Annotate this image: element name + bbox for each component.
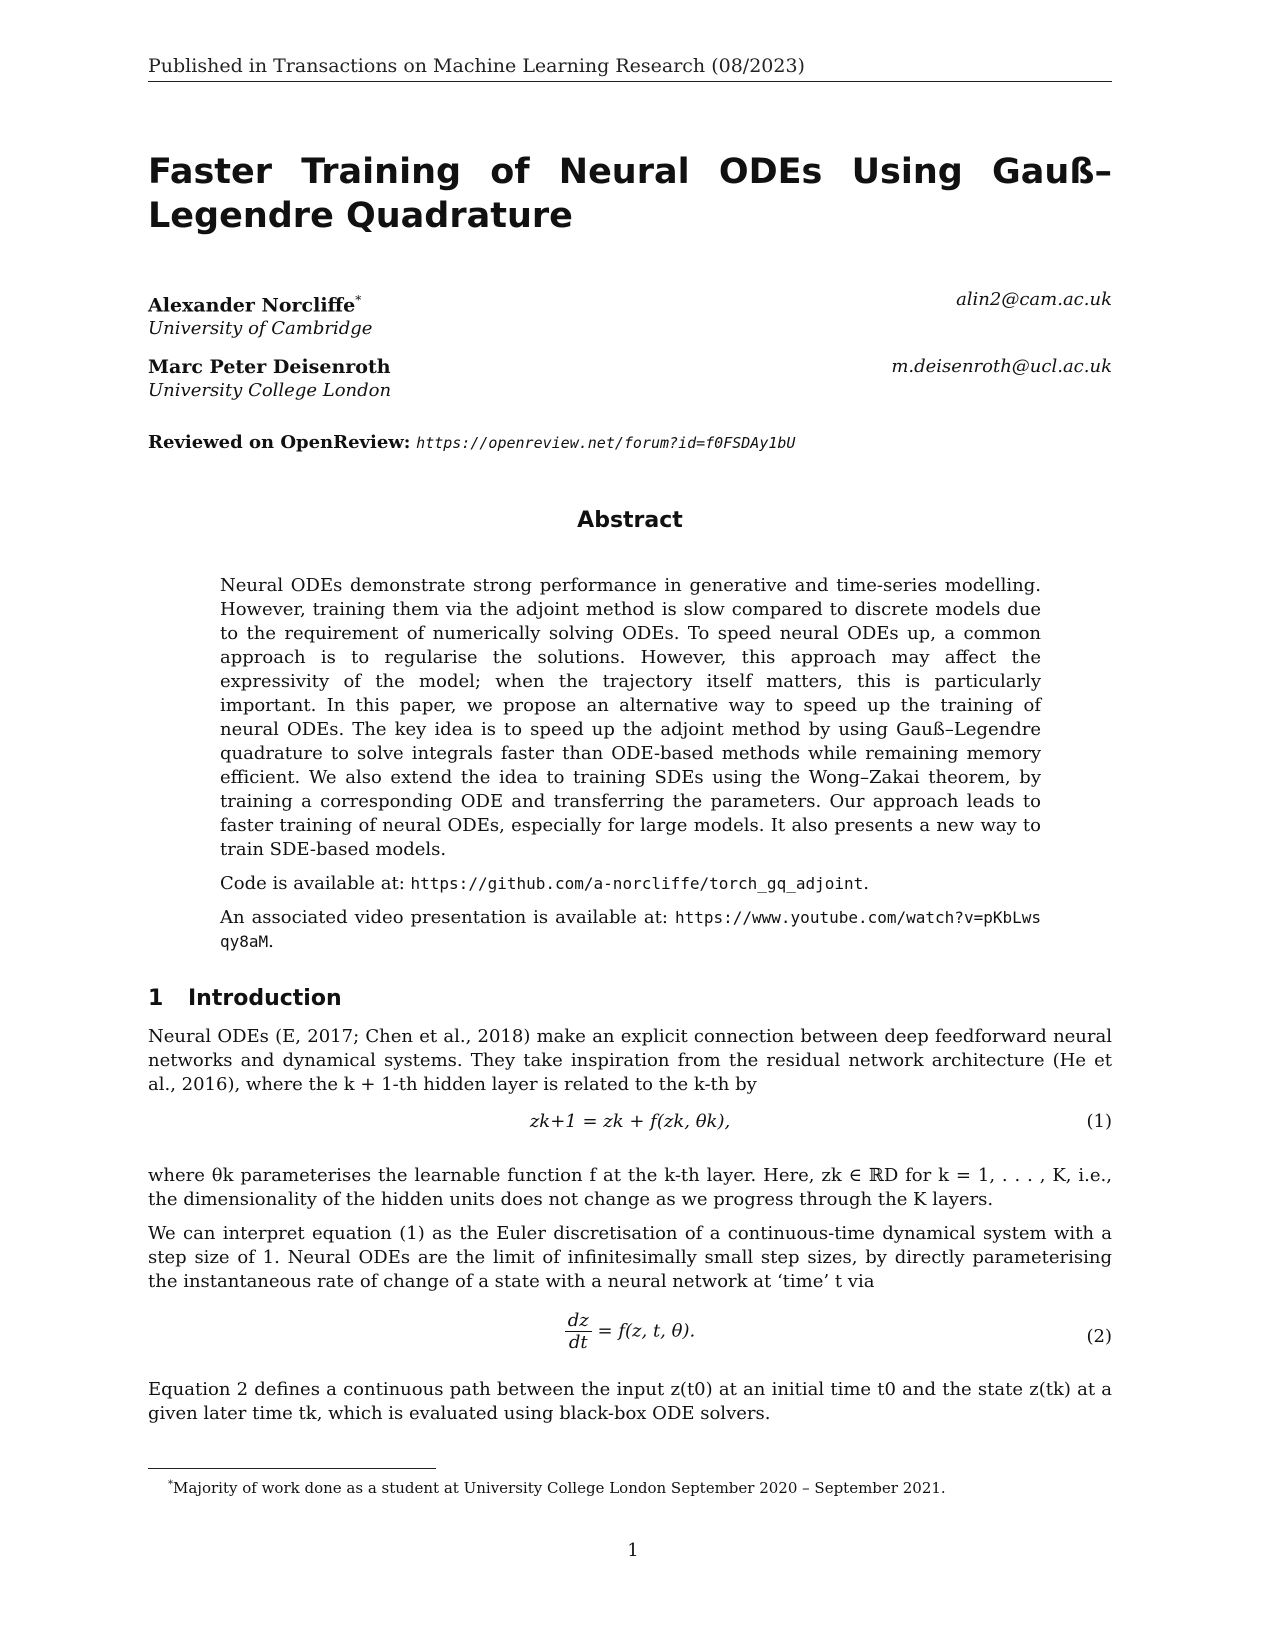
author-block-1 xyxy=(148,288,1112,341)
author-affiliation: University College London xyxy=(148,380,392,401)
video-link[interactable]: https://www.youtube.com/watch?v=pKbLwsqy8aM xyxy=(220,908,1041,951)
code-link[interactable]: https://github.com/a-norcliffe/torch_gq_adjoint xyxy=(410,874,864,893)
author-affiliation: University of Cambridge xyxy=(148,318,373,340)
equation-2 xyxy=(148,1310,1112,1366)
footnote xyxy=(168,1475,1112,1498)
abstract-body xyxy=(220,574,1041,964)
video-availability: An associated video presentation is available at: https://www.youtube.com/watch?v=pKbLwsqy8aM. xyxy=(220,907,1041,952)
footnote-marker: * xyxy=(168,1479,173,1490)
equation-2-number: (2) xyxy=(1086,1326,1112,1347)
author-name: Alexander Norcliffe* xyxy=(148,293,362,317)
reviewed-label: Reviewed on OpenReview: xyxy=(148,432,411,453)
footnote-rule xyxy=(148,1468,436,1469)
openreview-link[interactable]: https://openreview.net/forum?id=f0FSDAy1bU xyxy=(416,434,796,452)
paragraph-1: Neural ODEs (E, 2017; Chen et al., 2018) make an explicit connection between deep feedforward neural networks and dynamical systems. They take inspiration from the residual network architecture (He et al., 2016), where the k + 1-th hidden layer is related to the k-th by xyxy=(148,1026,1112,1095)
author-footnote-marker: * xyxy=(355,293,362,307)
paragraph-4: Equation 2 defines a continuous path between the input z(t0) at an initial time t0 and the state z(tk) at a given later time tk, which is evaluated using black-box ODE solvers. xyxy=(148,1379,1112,1424)
equation-1-content: zk+1 = zk + f(zk, θk), xyxy=(529,1111,731,1132)
section-heading-introduction xyxy=(148,986,342,1011)
abstract-heading: Abstract xyxy=(577,508,683,533)
author-email: m.deisenroth@ucl.ac.uk xyxy=(891,356,1112,377)
author-block-2 xyxy=(148,355,1112,403)
paper-title: Faster Training of Neural ODEs Using Gauß–Legendre Quadrature xyxy=(148,152,1112,236)
abstract-text: Neural ODEs demonstrate strong performance in generative and time-series modelling. However, training them via the adjoint method is slow compared to discrete models due to the requirement of numerically solving ODEs. To speed neural ODEs up, a common approach is to regularise the solutions. However, this approach may affect the expressivity of the model; when the trajectory itself matters, this is particularly important. In this paper, we propose an alternative way to speed up the training of neural ODEs. The key idea is to speed up the adjoint method by using Gauß–Legendre quadrature to solve integrals faster than ODE-based methods while remaining memory efficient. We also extend the idea to training SDEs using the Wong–Zakai theorem, by training a corresponding ODE and transferring the parameters. Our approach leads to faster training of neural ODEs, especially for large models. It also presents a new way to train SDE-based models. xyxy=(220,575,1041,860)
equation-1 xyxy=(148,1111,1112,1137)
code-availability: Code is available at: https://github.com/a-norcliffe/torch_gq_adjoint. xyxy=(220,873,869,894)
journal-header: Published in Transactions on Machine Learning Research (08/2023) xyxy=(148,54,1112,82)
author-email: alin2@cam.ac.uk xyxy=(956,289,1112,310)
equation-2-fraction xyxy=(565,1310,592,1353)
page-number: 1 xyxy=(627,1540,639,1561)
equation-1-number: (1) xyxy=(1086,1111,1112,1132)
footnote-text: Majority of work done as a student at University College London September 2020 – September 2021. xyxy=(173,1479,946,1497)
fraction-denominator: dt xyxy=(568,1332,588,1353)
fraction-numerator: dz xyxy=(565,1310,592,1332)
paragraph-2: where θk parameterises the learnable function f at the k-th layer. Here, zk ∈ ℝD for k = 1, . . . , K, i.e., the dimensionality of the hidden units does not change as we progress through the K layers. xyxy=(148,1165,1112,1210)
author-name: Marc Peter Deisenroth xyxy=(148,356,391,378)
equation-2-rhs: = f(z, t, θ). xyxy=(597,1320,696,1342)
section-title: Introduction xyxy=(188,986,342,1011)
section-number: 1 xyxy=(148,986,164,1011)
paragraph-3: We can interpret equation (1) as the Euler discretisation of a continuous-time dynamical system with a step size of 1. Neural ODEs are the limit of infinitesimally small step sizes, by directly parameterising the instantaneous rate of change of a state with a neural network at ‘time’ t via xyxy=(148,1223,1112,1292)
reviewed-line xyxy=(148,431,1112,455)
